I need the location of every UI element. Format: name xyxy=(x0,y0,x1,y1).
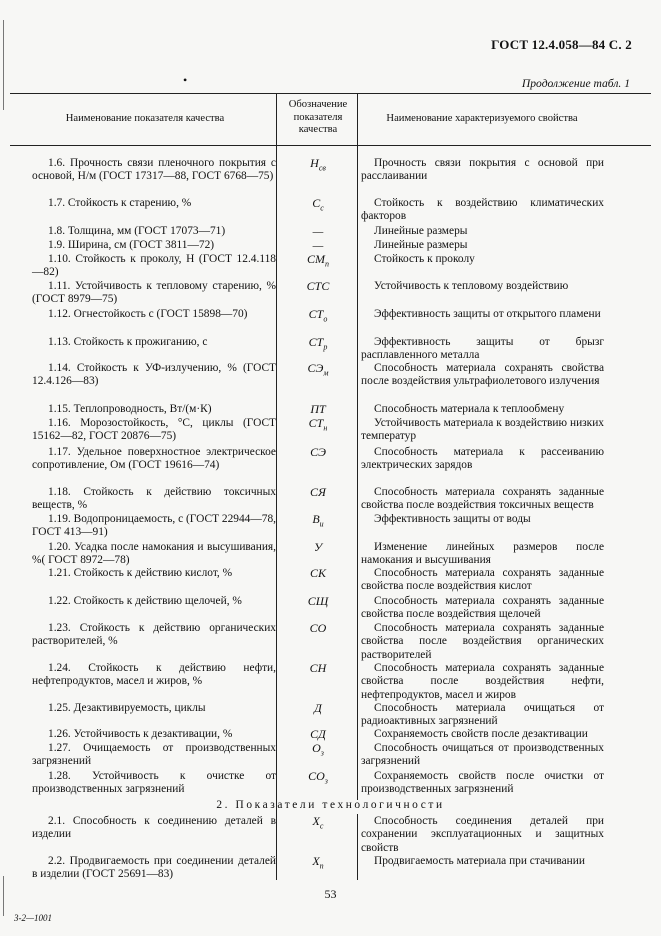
row-symbol: $СМ_п$ xyxy=(307,252,329,269)
column-divider-1-body xyxy=(276,145,277,880)
row-property: Способность материала сохранять заданные свойства после воздействия щелочей xyxy=(361,595,604,621)
column-divider-1 xyxy=(276,93,277,145)
row-name: 1.10. Стойкость к проколу, Н (ГОСТ 12.4.118—82) xyxy=(32,253,276,279)
row-symbol: У xyxy=(313,540,323,554)
row-property: Способность материала сохранять заданные свойства после воздействия токсичных веществ xyxy=(361,486,604,512)
row-property: Устойчивость материала к воздействию низких температур xyxy=(361,417,604,443)
row-name: 1.27. Очищаемость от производственных загрязнений xyxy=(32,742,276,768)
row-name: 1.19. Водопроницаемость, с (ГОСТ 22944—78, ГОСТ 413—91) xyxy=(32,513,276,539)
row-symbol: $В_и$ xyxy=(312,512,324,529)
row-name: 1.15. Теплопроводность, Вт/(м·К) xyxy=(48,403,212,415)
row-name: 1.9. Ширина, см (ГОСТ 3811—72) xyxy=(48,239,215,251)
row-property: Способность материала к теплообмену xyxy=(374,403,565,415)
row-symbol: СЯ xyxy=(310,485,326,499)
row-property: Способность материала к рассеиванию электрических зарядов xyxy=(361,446,604,472)
row-symbol: СЭ xyxy=(310,445,326,459)
row-name: 1.18. Стойкость к действию токсичных веществ, % xyxy=(32,486,276,512)
column-header-property: Наименование характеризуемого свойства xyxy=(386,113,578,124)
row-name: 1.21. Стойкость к действию кислот, % xyxy=(48,567,233,579)
row-property: Сохраняемость свойств после дезактивации xyxy=(374,728,588,740)
row-name: 1.11. Устойчивость к тепловому старению, % (ГОСТ 8979—75) xyxy=(32,280,276,306)
column-header-name: Наименование показателя качества xyxy=(65,113,225,124)
row-property: Стойкость к проколу xyxy=(374,253,475,265)
row-property: Изменение линейных размеров после намокания и высушивания xyxy=(361,541,604,567)
row-name: 2.2. Продвигаемость при соединении деталей в изделии (ГОСТ 25691—83) xyxy=(32,855,276,881)
row-property: Способность соединения деталей при сохранении эксплуатационных и защитных свойств xyxy=(361,815,604,854)
document-header: ГОСТ 12.4.058—84 С. 2 xyxy=(491,37,632,52)
table-header-rule xyxy=(10,145,651,146)
row-symbol: ПТ xyxy=(310,402,326,416)
page-number: 53 xyxy=(324,887,337,901)
row-name: 2.1. Способность к соединению деталей в изделии xyxy=(32,815,276,841)
row-symbol: $СО_з$ xyxy=(308,769,328,786)
printer-mark: 3-2—1001 xyxy=(14,913,52,923)
table-continuation-label: Продолжение табл. 1 xyxy=(521,77,630,90)
row-name: 1.22. Стойкость к действию щелочей, % xyxy=(48,595,242,607)
column-header-symbol: Обозначение показателя качества xyxy=(288,99,348,135)
row-name: 1.13. Стойкость к прожиганию, с xyxy=(48,336,208,348)
row-property: Продвигаемость материала при стачивании xyxy=(374,855,585,867)
table-top-rule xyxy=(10,93,651,94)
row-property: Прочность связи покрытия с основой при расслаивании xyxy=(361,157,604,183)
row-symbol: $О_з$ xyxy=(312,741,324,758)
column-divider-2-body-lower xyxy=(357,814,358,880)
row-symbol: СТС xyxy=(306,279,330,293)
row-symbol: Д xyxy=(314,701,322,715)
row-property: Эффективность защиты от открытого пламени xyxy=(374,308,601,320)
row-name: 1.26. Устойчивость к дезактивации, % xyxy=(48,728,233,740)
row-symbol: $Х_с$ xyxy=(312,814,324,831)
row-property: Способность материала сохранять свойства после воздействия ультрафиолетового излучения xyxy=(361,362,604,388)
row-name: 1.17. Удельное поверхностное электрическое сопротивление, Ом (ГОСТ 19616—74) xyxy=(32,446,276,472)
row-symbol: — xyxy=(312,224,324,238)
row-property: Способность материала сохранять заданные свойства после воздействия органических растворителей xyxy=(361,622,604,661)
row-symbol: $СЭ_м$ xyxy=(307,361,329,378)
section-heading: 2. Показатели технологичности xyxy=(216,799,445,811)
row-property: Линейные размеры xyxy=(374,225,468,237)
row-name: 1.7. Стойкость к старению, % xyxy=(48,197,192,209)
scan-edge-mark xyxy=(3,876,4,916)
row-symbol: $СТ_н$ xyxy=(308,416,328,433)
row-property: Эффективность защиты от брызг расплавленного металла xyxy=(361,336,604,362)
row-property: Сохраняемость свойств после очистки от производственных загрязнений xyxy=(361,770,604,796)
row-name: 1.14. Стойкость к УФ-излучению, % (ГОСТ 12.4.126—83) xyxy=(32,362,276,388)
column-divider-2-body xyxy=(357,145,358,800)
row-name: 1.20. Усадка после намокания и высушивания, %( ГОСТ 8972—78) xyxy=(32,541,276,567)
row-property: Стойкость к воздействию климатических факторов xyxy=(361,197,604,223)
column-divider-2 xyxy=(357,93,358,145)
row-property: Способность материала сохранять заданные свойства после воздействия кислот xyxy=(361,567,604,593)
row-name: 1.6. Прочность связи пленочного покрытия с основой, Н/м (ГОСТ 17317—88, ГОСТ 6768—75) xyxy=(32,157,276,183)
row-name: 1.28. Устойчивость к очистке от производственных загрязнений xyxy=(32,770,276,796)
row-symbol: $СТ_о$ xyxy=(308,307,328,324)
row-name: 1.25. Дезактивируемость, циклы xyxy=(48,702,206,714)
row-name: 1.23. Стойкость к действию органических растворителей, % xyxy=(32,622,276,648)
row-symbol: СЩ xyxy=(307,594,329,608)
row-name: 1.12. Огнестойкость с (ГОСТ 15898—70) xyxy=(48,308,248,320)
row-property: Способность материала сохранять заданные свойства после воздействия нефти, нефтепродуктов, масел и жиров xyxy=(361,662,604,701)
scan-edge-mark xyxy=(3,20,4,110)
stray-dot: • xyxy=(183,73,188,87)
row-symbol: СК xyxy=(310,566,326,580)
row-symbol: $Н_{св}$ xyxy=(310,156,326,173)
row-property: Устойчивость к тепловому воздействию xyxy=(374,280,569,292)
row-property: Способность очищаться от производственных загрязнений xyxy=(361,742,604,768)
row-symbol: $Х_п$ xyxy=(312,854,324,871)
row-name: 1.24. Стойкость к действию нефти, нефтепродуктов, масел и жиров, % xyxy=(32,662,276,688)
row-property: Способность материала очищаться от радиоактивных загрязнений xyxy=(361,702,604,728)
row-symbol: $СТ_р$ xyxy=(308,335,328,352)
row-name: 1.8. Толщина, мм (ГОСТ 17073—71) xyxy=(48,225,226,237)
row-name: 1.16. Морозостойкость, °С, циклы (ГОСТ 15162—82, ГОСТ 20876—75) xyxy=(32,417,276,443)
row-symbol: СД xyxy=(310,727,326,741)
row-property: Линейные размеры xyxy=(374,239,468,251)
row-symbol: $С_с$ xyxy=(312,196,324,213)
row-property: Эффективность защиты от воды xyxy=(374,513,531,525)
row-symbol: СО xyxy=(309,621,327,635)
row-symbol: СН xyxy=(309,661,327,675)
row-symbol: — xyxy=(312,238,324,252)
